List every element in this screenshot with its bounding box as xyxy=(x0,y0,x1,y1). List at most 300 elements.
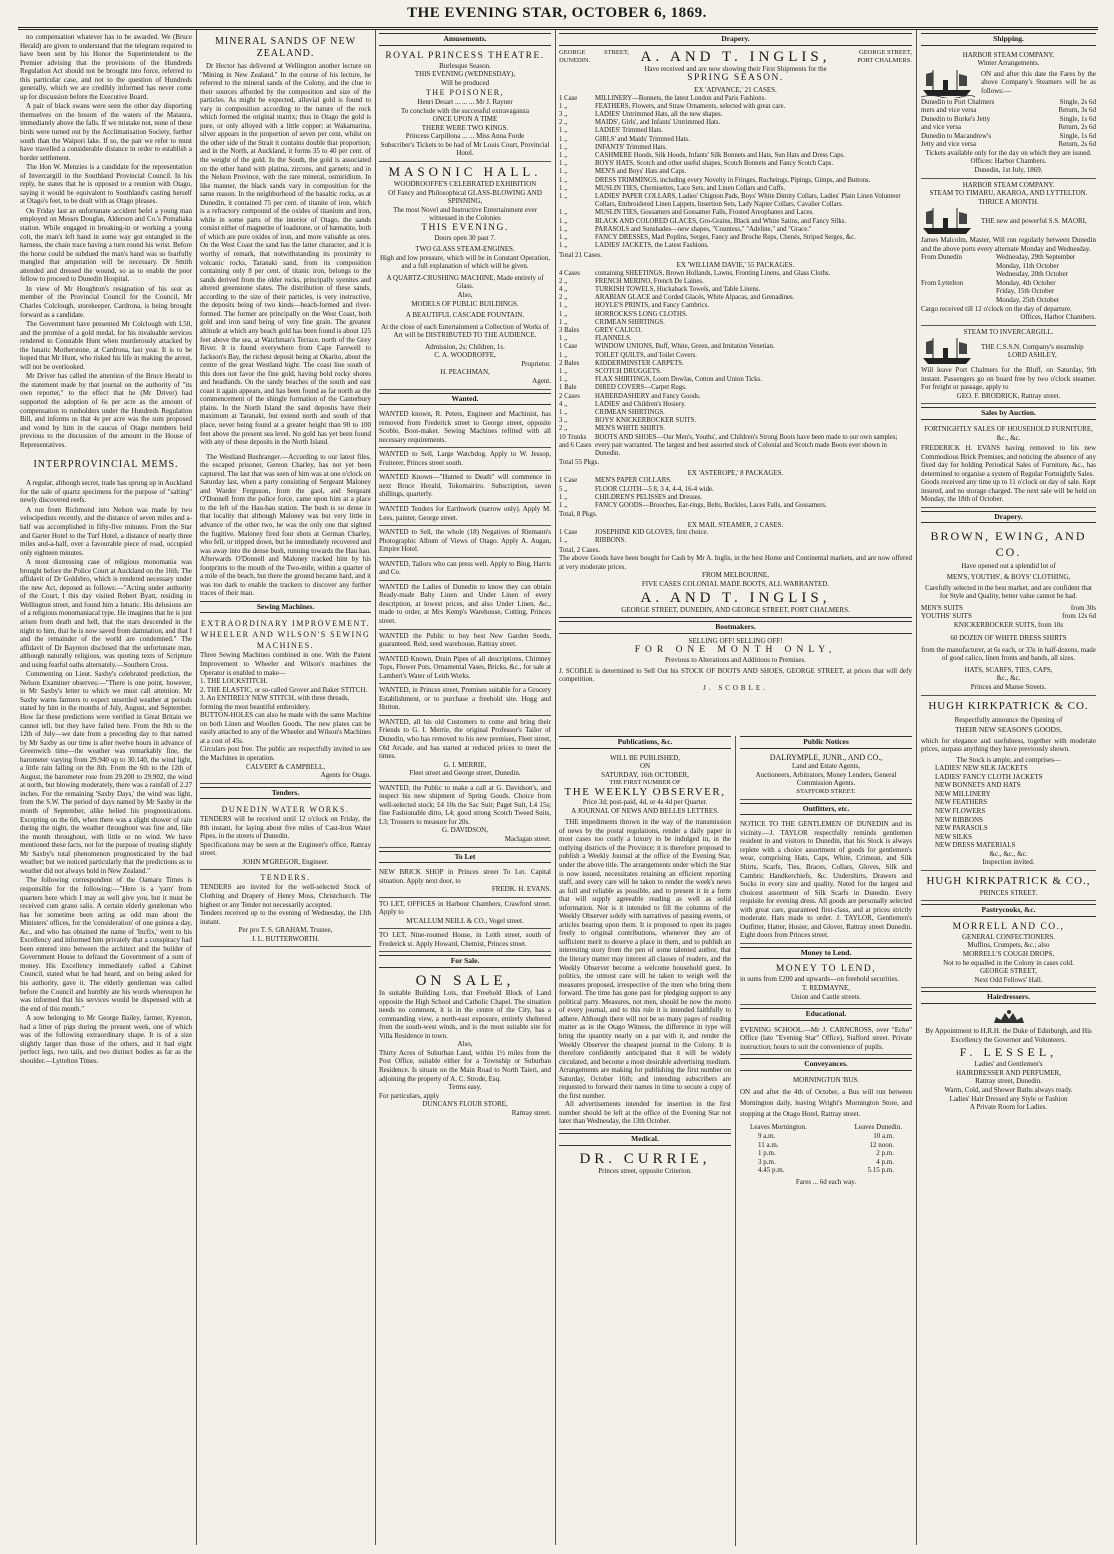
article-title: INTERPROVINCIAL MEMS. xyxy=(33,459,179,471)
ad-royal-princess-theatre xyxy=(379,49,551,162)
article-paragraph: The Hon W. Menzies is a candidate for the representation of Invercargill in the Southland Provincial Council. In his reply, he states that he is opposed to a reunion with Otago, saying it would be equivalent to Southland's casting herself at Otago's feet, to be dealt with as Otago pleases. xyxy=(20,163,192,206)
shipment-item xyxy=(559,111,912,119)
item-quantity: 2 Bales xyxy=(559,359,580,367)
ad-money-to-lend xyxy=(740,962,912,1005)
ad-text: &c., &c., &c. xyxy=(989,849,1028,858)
drapery-address: GEORGE STREET, PORT CHALMERS. xyxy=(857,48,912,64)
shipment-total: Total 21 Cases. xyxy=(559,250,602,259)
ad-heading: DALRYMPLE, JUNR., AND CO., xyxy=(769,752,883,762)
fare-price: Return, 2s 6d xyxy=(1058,123,1096,132)
article-paragraph: A pair of black swans were seen the other day disporting themselves on the bosom of the waters of the Mataura, immediately above the falls. If we mistake not, none of these birds were turned out by the Acclimatisation Society, further south than the Waipori lake. If so, the pair we refer to must have travelled a considerable distance in order to establish a border settlement. xyxy=(20,102,192,162)
section-header: Bootmakers. xyxy=(559,621,912,634)
ad-text: WANTED Tenders for Earthwork (narrow only). Apply M. Lees, painter, George street. xyxy=(379,504,551,522)
sailing-date: Wednesday, 29th September xyxy=(996,253,1076,262)
ad-signature: T. REDMAYNE, xyxy=(801,984,851,993)
sailing-date: Monday, 25th October xyxy=(996,296,1060,305)
shipment-item xyxy=(559,119,912,127)
ad-text: Winter Arrangements. xyxy=(977,59,1040,68)
fare-route: Dunedin to Burke's Jetty xyxy=(921,114,991,123)
item-quantity: 1 ,, xyxy=(559,351,568,359)
shipment-item xyxy=(559,494,912,502)
ad-text: Burlesque Season. xyxy=(439,61,491,70)
ad-signature: G. I. MERRIE, xyxy=(443,760,487,769)
ad-medical xyxy=(559,1149,731,1179)
ad-text: High and low pressure, which will be in Constant Operation, and a full explanation of which will be given. xyxy=(379,253,551,271)
ad-text: THE FIRST NUMBER OF xyxy=(609,779,681,787)
item-quantity: 1 ,, xyxy=(559,102,568,110)
price-item: MEN'S SUITS xyxy=(921,603,963,612)
ad-harbor-steam-winter xyxy=(921,49,1096,179)
ad-signature: J. L. BUTTERWORTH. xyxy=(251,934,320,943)
shipment-item xyxy=(559,209,912,217)
item-quantity: 3 ,, xyxy=(559,417,568,425)
ad-text: ONCE UPON A TIME xyxy=(432,115,498,124)
ad-heading: EXTRAORDINARY IMPROVEMENT. WHEELER AND WILSON'S SEWING MACHINES. xyxy=(200,619,371,651)
ad-wanted xyxy=(379,684,551,716)
article-paragraph: The Westland Bushranger.—According to our latest files, the escaped prisoner, Gereon Charley, has not yet been captured. The last that was seen of him was at one o'clock on Saturday last, when a party consisting of Sergeant Maloney and Warder Ferguson, from the gaol, and Sergeant O'Donnell from the police force, came upon him at a place to the left of the Hau-hau station. The bush is so dense in that locality that although Maloney was but very little in advance of the other two, he was the only one that sighted the fugitive. Maloney fired four shots at German Charley, who fell, or tripped down, but he immediately recovered and was away into the dense bush, running towards the Hau hau. Afterwards O'Donnell and Maloney tracked him by his footprints to the mouth of the Two-mile, within a quarter of a mile of the beach, but there the ground became hard, and it was too dark to enable the trackers to discover any further traces of their man. xyxy=(200,452,371,598)
item-description: containing SHEETINGS, Brown Hollands, Lawns, Fronting Linens, and Glass Cloths. xyxy=(595,269,831,277)
fare-route: Dunedin to Macandrew's xyxy=(921,131,992,140)
ad-text: LORD ASHLEY, xyxy=(1007,351,1057,360)
item-quantity: 1 ,, xyxy=(559,152,568,160)
ad-text: Princes street, opposite Criterion. xyxy=(598,1166,692,1175)
ad-water-works xyxy=(200,802,371,870)
drapery-address: GEORGE STREET, DUNEDIN, AND GEORGE STREET, PORT CHALMERS. xyxy=(559,606,912,618)
ad-text: Have opened out a splendid lot of xyxy=(961,562,1056,571)
item-description: FANCY DRESSES, Marl Poplins, Serges, Fancy and Broche Reps, Chenés, Striped Serges, &c. xyxy=(595,234,856,242)
fare-row xyxy=(921,98,1096,107)
ad-heading: THE WEEKLY OBSERVER, xyxy=(564,786,726,799)
ad-text: WANTED, in Princes street, Premises suitable for a Grocery Establishment, or to purchase a freehold site. Hogg and Hutton. xyxy=(379,686,551,712)
item-quantity: 1 ,, xyxy=(559,168,568,176)
ad-text: &c., &c. xyxy=(996,674,1021,683)
ad-text: Henri Desart ... ... ... Mr J. Rayner xyxy=(417,98,513,107)
ad-text: Also, xyxy=(457,291,473,300)
ad-hugh-kirkpatrick xyxy=(921,696,1096,871)
timetable-row xyxy=(740,1158,912,1167)
boots-ad-line: FOR ONE MONTH ONLY, xyxy=(634,645,837,656)
article-paragraph: A sow belonging to Mr George Bailey, farmer, Kyeston, had a litter of pigs during the present week, one of which was of the following extraordinary shape. It is of a size slightly larger than those of the others, and it had eight perfect legs, two tails, and two distinct bodies as far as the shoulder.—Lyttelton Times. xyxy=(20,1014,192,1065)
ship-row xyxy=(921,68,1096,98)
boots-ad-line: Previous to Alterations and Additions to Premises. xyxy=(665,656,806,665)
ad-text: MEN'S, YOUTHS', & BOYS' CLOTHING, xyxy=(946,572,1071,581)
shipment-title: EX 'ADVANCE,' 21 CASES. xyxy=(694,86,777,95)
sailing-port: From Dunedin xyxy=(921,253,963,262)
ad-signature: M'CALLUM NEILL & CO., Vogel street. xyxy=(406,916,524,925)
ad-heading: HARBOR STEAM COMPANY. xyxy=(962,180,1055,189)
item-quantity: 3 Bales xyxy=(559,327,580,335)
shipment-item xyxy=(559,343,912,351)
item-description: BLACK AND COLORED GLACES, Gro-Grains, Black and White Satins, and Fancy Silks. xyxy=(595,217,847,225)
shipment-item xyxy=(559,417,912,425)
ad-to-let xyxy=(379,866,551,898)
timetable-cell: 4 p.m. xyxy=(876,1157,894,1166)
ad-text: THIS EVENING. xyxy=(421,222,509,233)
ad-text: WANTED, Tailors who can press well. Apply to Bing, Harris and Co. xyxy=(379,559,551,577)
ad-signature: Rattray street. xyxy=(511,1108,551,1117)
ad-heading: BROWN, EWING, AND CO. xyxy=(930,529,1087,560)
ad-heading: HARBOR STEAM COMPANY. xyxy=(962,50,1055,59)
item-quantity: 1 ,, xyxy=(559,184,568,192)
timetable-cell: 1 p.m. xyxy=(758,1149,776,1158)
masthead-rule-2 xyxy=(18,29,1098,30)
shipment-item xyxy=(559,168,912,176)
ad-text: THE POISONER, xyxy=(425,88,505,98)
fare-route: and vice versa xyxy=(921,123,962,132)
section-header: To Let xyxy=(379,851,551,864)
item-quantity: 2 ,, xyxy=(559,277,568,285)
ad-text: To conclude with the successful extravaganza xyxy=(401,106,529,115)
steamship-icon xyxy=(921,336,975,366)
ad-text: Dunedin, 1st July, 1869. xyxy=(974,166,1043,175)
item-quantity: 1 ,, xyxy=(559,234,568,242)
ad-text: Doors open 30 past 7. xyxy=(434,233,496,242)
sailing-date: Monday, 11th October xyxy=(996,261,1059,270)
ad-text: Not to be equalled in the Colony in cases cold. xyxy=(943,958,1074,967)
ad-wanted xyxy=(379,581,551,630)
column-divider xyxy=(555,30,556,1545)
item-quantity: 2 ,, xyxy=(559,119,568,127)
section-header: Tenders. xyxy=(200,787,371,800)
ad-text: Next Odd Fellows' Hall. xyxy=(974,975,1043,984)
shipment-list xyxy=(559,270,912,459)
fare-route: Dunedin to Port Chalmers xyxy=(921,97,995,106)
shipment-item xyxy=(559,409,912,417)
ad-tenders xyxy=(200,870,371,947)
goods-list-item: NEW PARASOLS xyxy=(935,824,988,833)
shipment-list xyxy=(559,477,912,510)
item-description: FRENCH MERINO, French De Laines. xyxy=(595,277,704,285)
ad-wanted xyxy=(379,716,551,782)
item-quantity: 1 ,, xyxy=(559,310,568,318)
ad-heading: HUGH KIRKPATRICK & CO. xyxy=(928,699,1089,712)
item-quantity: 1 ,, xyxy=(559,127,568,135)
shipment-item xyxy=(559,177,912,185)
ad-dalrymple xyxy=(740,752,912,800)
ad-heading: ROYAL PRINCESS THEATRE. xyxy=(385,50,545,61)
item-quantity: 1 ,, xyxy=(559,318,568,326)
ad-signature: Agent. xyxy=(532,376,551,385)
ship-row xyxy=(921,336,1096,366)
ad-signature: CALVERT & CAMPBELL, xyxy=(245,762,326,771)
ad-mornington-bus xyxy=(740,1074,912,1189)
ad-wanted xyxy=(379,503,551,526)
ad-signature: Maclagan street. xyxy=(504,835,551,844)
item-description: MILLINERY—Bonnets, the latest London and Paris Fashions. xyxy=(595,94,767,102)
ad-text: WANTED the Ladies of Dunedin to know they can obtain Ready-made Baby Linen and Under Linen of every description, at lowest prices, and also Under Linen, &c., made to order, at Mrs Kemp's Warehouse, Cutting, Princes street. xyxy=(379,582,551,625)
item-quantity: 1 ,, xyxy=(559,217,568,225)
item-quantity: 1 Bale xyxy=(559,384,577,392)
item-quantity: 1 ,, xyxy=(559,537,568,545)
item-description: SCOTCH DRUGGETS. xyxy=(595,368,662,376)
ad-text: 2. THE ELASTIC, or so-called Grover and Baker STITCH. xyxy=(200,685,368,694)
ad-text: Auctioneers, Arbitrators, Money Lenders, General Commission Agents. xyxy=(755,770,897,788)
fare-price: Single, 2s 6d xyxy=(1059,97,1096,106)
ad-text: Tenders received up to the evening of Wednesday, the 13th instant. xyxy=(200,909,371,926)
drapery-firm-name: A. AND T. INGLIS, xyxy=(640,48,831,65)
ad-morrell xyxy=(921,920,1096,988)
ad-signature: Fleet street and George street, Dunedin. xyxy=(409,769,521,778)
ad-text: Offices: Harbor Chambers. xyxy=(970,157,1047,166)
ad-text: THE new and powerful S.S. MAORI, xyxy=(981,216,1087,225)
ad-text: Will be produced xyxy=(440,78,490,87)
item-description: GREY CALICO. xyxy=(595,327,642,335)
ad-heading: ON SALE, xyxy=(415,973,515,990)
timetable-row xyxy=(740,1141,912,1150)
section-header: Public Notices xyxy=(740,736,912,749)
column-publications xyxy=(559,736,731,1546)
item-description: BOYS' KNICKERBOCKER SUITS. xyxy=(595,417,697,425)
ad-brown-ewing xyxy=(921,526,1096,695)
shipment-item xyxy=(559,226,912,234)
article-paragraph: Commenting on Lieut. Saxby's celebrated prediction, the Nelson Examiner observes:—"There is one point, however, in Mr Saxby's letter to which we must call attention. Mr Saxby warns farmers to expect unsettled weather at periods stated by him in the months of July, August, and September. How far these predictions were verified in Great Britain we cannot tell, but they have failed here. From the 8th to the 12th of July—we date from a preceding day to that named by Mr Saxby as our time is after twelve hours in advance of Greenwich time—the weather was remarkably fine, the barometer varying from 29.940 up to 30.140, the wind light, a little rain falling on the 8th. From the 6th to the 12th of August, the barometer rose from 29.200 to 29.902, the wind at north, but blowing moderately, there was a rainfall of 2.27 inches. For the remaining 'Saxby Days,' the wind was light, from the S.W. The period of days named by Mr Saxby in the month of September, alike belied his prognostications. Excepting on the 6th, when there was a slight shower of rain during the night, the weather throughout was fine and, like the month throughout, with little or no wind. We have mentioned these facts, not for the purpose of treating slightly Mr Saxby's total phenomenon prognosticated by the bad weather; but we noticed particularly that the predictions as to weather did not always hold in New Zealand." xyxy=(20,670,192,875)
shipment-item xyxy=(559,425,912,433)
fare-price: Return, 2s 6d xyxy=(1058,140,1096,149)
item-description: MEN'S WHITE SHIRTS. xyxy=(595,425,665,433)
article-paragraph: Dr Hector has delivered at Wellington another lecture on "Mining in New Zealand." In the course of his lecture, he referred to the mineral sands of the Colony, and the clue to their sources afforded by the composition and size of the particles. As might be expected, alluvial gold is found to vary in composition according to the nature of the rock which formed the original matrix; thus in Otago the gold is pure, or only alloyed with a little copper; at Wakamarina, silver appears in the proportion of seven per cent, whilst on the other side of the Strait it contains double that proportion; and in the North, at Auckland, it forms 35 to 40 per cent. of the weight of the gold. In the South, the gold is associated on the other hand with platina, zircons, and garnets; and in the Nelson Province, with the rare mineral, osmiridium. In like manner, the black sands vary in composition for the same reason. In the neighborhood of the basaltic rocks, as at Dunedin, it contained 75 per cent. of titanite of iron, which is a refractory compound of the oxides of titanium and iron, while in some parts of the interior of Otago, the sands consist either of magnetite of loadstone, or of hæmatite, both of which are pure oxides of iron, and more valuable as ores. On the West Coast the sand has the latter character, and it is worthy of remark, that notwithstanding its proximity to volcanic rocks, Taranaki sand, from its composition containing only 8 per cent. of titanic iron, belongs to the sands derived from the older rocks, principally syenites and altered greenstone slates. The distribution of these sands, according to the size of their particles, is very instructive, the deposits being of two kinds—beach-formed and river-formed. The former are principally on the West Coast, both gold and iron sand being of very fine grain. The greatest altitude at which any beach gold has been found is about 125 feet above the sea, at Watchman's Terrace, north of the Grey River. It is found everywhere from Cape Farewell to Jackson's Bay, the richest deposit being at Okarito, about the centre of the great Westland bight. The coast line south of this does not favor the fine gold, having bold rocky shores and headlands. On the sandy beaches of the south and east coast it again appears, and has been found as far north as the commencement of the shingle formation of the Canterbury plains. In the North Island the sand deposits have their maximum at Taranaki, but extend north and south of that place, never being found at a greater height than 90 to 100 feet above the present sea level. No gold has yet been found with any of these deposits in the North Island. xyxy=(200,62,371,447)
fare-price: Single, 1s 6d xyxy=(1059,114,1096,123)
ad-text: Warm, Cold, and Shower Baths always ready. xyxy=(944,1086,1073,1095)
ad-text: which for elegance and usefulness, together with moderate prices, surpass anything they have previously shown. xyxy=(921,736,1096,754)
item-description: MAIDS', Girls', and Infants' Untrimmed Hats. xyxy=(595,119,721,127)
shipment-item xyxy=(559,103,912,111)
column-drapery xyxy=(559,33,912,733)
ad-text: Inspection invited. xyxy=(982,858,1035,867)
ad-text: Thirty Acres of Suburban Land, within 1½ miles from the Post Office, suitable either for a Township or Suburban Residence. Is situate on the Main Road to North Taieri, and adjoining the property of A. C. Strode, Esq. xyxy=(379,1048,551,1083)
column-divider xyxy=(196,30,197,1545)
item-description: BOOTS AND SHOES—Our Men's, Youths', and Children's Strong Boots have been made to our own samples; every pair warranted. The largest and best assorted stock of Colonial and Scotch made Boots ever shown in Dunedin. xyxy=(595,433,898,458)
ad-text: KNICKERBOCKER SUITS, from 10s xyxy=(953,620,1064,629)
ad-wanted xyxy=(379,558,551,581)
section-header: Pastrycooks, &c. xyxy=(921,904,1096,917)
item-quantity: 1 ,, xyxy=(559,193,568,201)
section-header: Sewing Machines. xyxy=(200,601,371,614)
sailing-dates-lyttelton xyxy=(921,279,1096,305)
ad-text: A Private Room for Ladies. xyxy=(969,1103,1048,1112)
drapery-firm-name: A. AND T. INGLIS, xyxy=(640,590,831,607)
item-quantity: 1 ,, xyxy=(559,302,568,310)
ad-text: Muffins, Crumpets, &c.; also xyxy=(967,941,1050,950)
item-description: JOSEPHINE KID GLOVES, first choice. xyxy=(595,529,709,537)
ad-text: Admission, 2s; Children, 1s. xyxy=(425,342,505,351)
ad-text: Also, xyxy=(457,1040,473,1049)
shipment-item xyxy=(559,234,912,242)
item-quantity: 1 Case xyxy=(559,343,578,351)
article-paragraph: A regular, although secret, trade has sprung up in Auckland for the sale of quartz specimens for the purpose of "salting" newly discovered reefs. xyxy=(20,479,192,505)
ad-wanted xyxy=(379,630,551,653)
masthead: THE EVENING STAR, OCTOBER 6, 1869. xyxy=(407,5,707,21)
ad-wanted xyxy=(379,471,551,503)
ad-text: 1. THE LOCKSTITCH. xyxy=(200,677,268,686)
ad-text: Tickets available only for the day on which they are issued. xyxy=(925,148,1092,157)
ad-text: THE C.S.S.N. Company's steamship xyxy=(981,342,1084,351)
timetable-cell: 2 p.m. xyxy=(876,1149,894,1158)
shipment-item xyxy=(559,434,912,459)
shipment-total: Total, 8 Pkgs. xyxy=(559,510,598,519)
item-description: LADIES' and Children's Hosiery. xyxy=(595,400,686,408)
drapery-text: FROM MELBOURNE, xyxy=(702,571,769,580)
shipment-item xyxy=(559,384,912,392)
timetable-cell: 4.45 p.m. xyxy=(758,1166,785,1175)
item-quantity: 1 ,, xyxy=(559,225,568,233)
drapery-text: FIVE CASES COLONIAL MADE BOOTS, ALL WARRANTED. xyxy=(641,579,830,588)
ad-text: A JOURNAL OF NEWS AND BELLES LETTRES. xyxy=(571,806,719,815)
shipment-item xyxy=(559,95,912,103)
column-classifieds xyxy=(379,33,551,1548)
shipment-item xyxy=(559,311,912,319)
boots-ad-signature: J. SCOBLE. xyxy=(703,683,768,692)
shipment-item xyxy=(559,286,912,294)
item-description: INFANTS' Trimmed Hats. xyxy=(595,143,667,151)
ad-text: Princess Carpillona ... ... Miss Anna Forde xyxy=(405,132,525,141)
item-quantity: 1 ,, xyxy=(559,376,568,384)
ad-text: MODELS OF PUBLIC BUILDINGS. xyxy=(411,299,519,308)
item-description: LADIES' JACKETS, the Latest Fashions. xyxy=(595,242,709,250)
item-description: LADIES' Trimmed Hats. xyxy=(595,127,663,135)
article-paragraph: A most distressing case of religious monomania was brought before the Police Court at Auckland on the 16th. The affidavit of Dr Goldsbro, which is rendered necessary under the new Act, deposed as follows:—"Acting under authority of the Court, I this day visited Robert Byatt, residing in Wellington street, and found him a lunatic. His delusions are of a religious monomaniacal type. He imagines that he is just arisen from death and hell, that the stars descended in the night to him, that he is now saved from damnation, and that I and the remainder of the world are condemned." The affidavit of Dr Baynton disclosed that the unfortunate man, although naturally religious, was quoting texts of Scripture and using fearful oaths alternately.—Southern Cross. xyxy=(20,558,192,669)
item-description: MEN'S and Boys' Hats and Caps. xyxy=(595,168,687,176)
shipment-total: Total, 2 Cases. xyxy=(559,545,601,554)
ad-signature: Agents for Otago. xyxy=(320,771,371,780)
ad-heading: F. LESSEL, xyxy=(959,1045,1058,1060)
ad-heading: TENDERS. xyxy=(260,873,311,883)
fare-route: Jetty and vice versa xyxy=(921,140,977,149)
drapery-address: GEORGE STREET, DUNEDIN. xyxy=(559,48,629,64)
sailing-dates-dunedin xyxy=(921,253,1096,279)
sailing-port: From Lyttelton xyxy=(921,278,964,287)
shipment-item xyxy=(559,537,912,545)
timetable-col-header: Leaves Mornington. xyxy=(750,1123,807,1132)
shipment-item xyxy=(559,376,912,384)
ad-signature: GEO. F. BRODRICK, Rattray street. xyxy=(956,391,1061,400)
ad-invercargill xyxy=(921,326,1096,405)
column-shipping xyxy=(921,33,1096,1548)
shipment-title: EX 'ASTEROPE,' 8 PACKAGES. xyxy=(687,468,784,477)
boots-ad-line: SELLING OFF! SELLING OFF! xyxy=(688,636,783,645)
ad-text: TENDERS will be received until 12 o'clock on Friday, the 8th instant, for laying about five miles of Cast-Iron Water Pipes, in the streets of Dunedin. xyxy=(200,815,371,841)
column-divider xyxy=(916,30,917,1545)
item-quantity: 1 Case xyxy=(559,529,578,537)
item-quantity: 1 Case xyxy=(559,477,578,485)
ad-text: THEIR NEW SEASON'S GOODS, xyxy=(954,725,1063,735)
section-header: Drapery. xyxy=(921,511,1096,524)
fare-row xyxy=(921,140,1096,149)
ad-text: Three Sewing Machines combined in one. With the Patent Improvement to Wheeler and Wilson's machines the Operator is enabled to make— xyxy=(200,651,371,677)
ad-text: Circulars post free. The public are respectfully invited to see the Machines in operation. xyxy=(200,745,371,763)
item-quantity: 1 ,, xyxy=(559,242,568,250)
ad-text: Princes and Manse Streets. xyxy=(970,682,1047,691)
section-header: Publications, &c. xyxy=(559,736,731,749)
section-header: Money to Lend. xyxy=(740,947,912,960)
ad-text: STAFFORD STREET. xyxy=(796,787,856,795)
section-header: Medical. xyxy=(559,1133,731,1146)
drapery-header xyxy=(559,49,912,65)
ad-text: Terms easy. xyxy=(448,1083,482,1092)
ad-text: NOTICE TO THE GENTLEMEN OF DUNEDIN and its vicinity.—J. TAYLOR respectfully reminds gentlemen resident in and visitors to Dunedin, that his Stock is always replete with a choice assortment of goods for gentlemen's wear, comprising Hats, Caps, White, Crimean, and Silk Shirts, Scarfs, Ties, Braces, Collars, Gloves, Silk and Cambric Handkerchiefs, &c. Undershirts, Drawers and Socks in every size and quality. Noted for the largest and choicest assortment of Silk Scarfs in Dunedin. Every requisite for evening dress. All goods are personally selected with great care, guaranteed first-class, and at prices strictly moderate. Hats made to order. J. TAYLOR, Gentlemen's Outfitter, Hatter, Hosier, and Glover, Rattray street Dunedin. Eight doors from Princes street. xyxy=(740,820,912,940)
ad-signature: Proprietor. xyxy=(521,359,551,368)
ad-text: THRICE A MONTH. xyxy=(978,197,1039,206)
ad-wanted xyxy=(379,526,551,558)
ad-text: WOODROOFFE'S CELEBRATED EXHIBITION xyxy=(393,180,537,189)
timetable-row xyxy=(740,1132,912,1141)
ad-wanted xyxy=(379,408,551,448)
shipment-item xyxy=(559,193,912,209)
ad-heading: STEAM TO INVERCARGILL. xyxy=(963,327,1054,336)
column-news-1 xyxy=(20,33,192,1548)
item-quantity: 10 Trunks and 6 Cases xyxy=(559,433,592,449)
ad-text: EVENING SCHOOL.—Mr J. CARNCROSS, over "Echo" Office (late "Evening Star" Office), Stafford street. Private instruction; hours to suit the convenience of pupils. xyxy=(740,1025,912,1051)
item-quantity: 2 ,, xyxy=(559,425,568,433)
price-row xyxy=(921,612,1096,621)
goods-list-item: LADIES' FANCY CLOTH JACKETS xyxy=(935,772,1043,781)
ad-text: GEORGE STREET, xyxy=(979,967,1038,976)
ad-evening-school xyxy=(740,1024,912,1056)
ad-harbor-steam-maori xyxy=(921,179,1096,326)
ad-text: ON and after this date the Fares by the above Company's Steamers will be as follows:— xyxy=(981,69,1096,95)
item-quantity: 2 ,, xyxy=(559,294,568,302)
ad-text: The most Novel and Instructive Entertainment ever witnessed in the Colonies xyxy=(393,205,537,223)
shipment-item xyxy=(559,529,912,537)
fare-row xyxy=(921,115,1096,124)
ad-weekly-observer xyxy=(559,752,731,1130)
item-description: DIRED COVERS—Carpet Rugs. xyxy=(595,384,687,392)
ad-text: TO LET, Nine-roomed House, in Leith street, south of Frederick st. Apply Howard, Chemist, Princes street. xyxy=(379,931,551,948)
column-divider xyxy=(375,30,376,1545)
item-quantity: 1 ,, xyxy=(559,335,568,343)
goods-list xyxy=(921,764,1096,849)
timetable-cell: 11 a.m. xyxy=(758,1140,779,1149)
shipment-item xyxy=(559,486,912,494)
shipment-item xyxy=(559,136,912,144)
goods-list-item: NEW MILLINERY xyxy=(935,789,991,798)
ad-text: THIS EVENING (WEDNESDAY), xyxy=(414,70,516,79)
item-description: ARABIAN GLACE and Corded Glacés, White Alpacas, and Grenadines. xyxy=(595,294,795,302)
item-quantity: 4 Cases xyxy=(559,269,580,277)
price-row xyxy=(921,604,1096,613)
sailing-date: Wednesday, 20th October xyxy=(996,270,1068,279)
item-description: KIDDERMINSTER CARPETS. xyxy=(595,359,684,367)
ad-text: TWO GLASS STEAM-ENGINES. xyxy=(415,245,515,254)
shipment-total: Total 55 Pkgs. xyxy=(559,458,600,467)
shipment-item xyxy=(559,502,912,510)
shipment-item xyxy=(559,477,912,485)
ad-text: Price 3d; post-paid, 4d, or 4s 4d per Quarter. xyxy=(582,798,708,807)
boots-ad-line: J. SCOBLE is determined to Sell Out his STOCK OF BOOTS AND SHOES, GEORGE STREET, at prices that will defy competition. xyxy=(559,666,912,684)
ad-signature: DUNCAN'S FLOUR STORE, xyxy=(422,1100,508,1109)
ad-text: By Appointment to H.R.H. the Duke of Edinburgh, and His Excellency the Governor and Volunteers. xyxy=(925,1027,1092,1044)
goods-list-item: NEW DRESS MATERIALS xyxy=(935,841,1016,850)
article-paragraph: The following correspondent of the Oamaru Times is responsible for the following:—"Here is a 'yarn' from quarters here which I may as well give you, but it must be received cum grano salis. A certain elderly gentleman who has for sometime been acting as odd man about the Ministers' offices, for the 'consideration' of one guinea a day, &c., and who has obtained the name of 'Incfix,' went to his Excellency and informed him privately that a conspiracy had been entered into between the architect and the builder of Government House to defraud the Government of a sum of money. His Excellency immediately called a Cabinet Council, stated what he had heard, and on being asked for his authority, gave it. The elderly gentleman was called before the Council and humbly ate his words whereupon he was informed that his services would be dispensed with at the end of this month." xyxy=(20,876,192,1013)
sailing-date: Monday, 4th October xyxy=(996,278,1056,287)
ad-text: Offices, Harbor Chambers. xyxy=(1020,313,1096,322)
drapery-outro: The above Goods have been bought for Cash by Mr A. Inglis, in the best Home and Continental markets, and are now offered at very moderate prices. xyxy=(559,554,912,571)
drapery-intro: Have received and are now showing their First Shipments for the xyxy=(644,64,827,73)
ad-text: WANTED known, R. Peters, Engineer and Machinist, has removed from Frederick street to George street, opposite Scoble, Boot-maker. Sewing Machines refitted with all necessary requirements. xyxy=(379,410,551,444)
goods-list-item: NEW FLOWERS xyxy=(935,807,986,815)
article-paragraph: The Government have presented Mr Colclough with L50, and the promise of a gold medal, for his invaluable services rendered to Constable Hunt when murderously attacked by the lunatic Motherstone, at Cardrona, last year. It is to be hoped that Mr Hunt, who risked his life in making the arrest, will not be overlooked. xyxy=(20,320,192,371)
section-header: Outfitters, etc. xyxy=(740,803,912,816)
ad-text: Land and Estate Agents, xyxy=(791,762,861,771)
fare-row xyxy=(921,132,1096,141)
item-description: LADIES' PAPER COLLARS, Ladies' Chignon Pads, Boys' White Dimity Collars, Ladies' Plain Linen Volunteer Collars, Embroidered Linen Lappets, Insertion Sets, Lady Napier Collars, Cavalier Collars. xyxy=(595,193,901,209)
ad-text: SATURDAY, 16th OCTOBER, xyxy=(601,770,689,779)
item-description: PARASOLS and Sunshades—new shapes, "Countess," "Adeline," and "Grace." xyxy=(595,225,812,233)
ad-text: In suitable Building Lots, that Freehold Block of Land opposite the High School and Catholic Chapel. The situation needs no comment, it is in the centre of the City, has a commanding view, a north-east exposure, entirely sheltered from the south-west winds, and is the most suitable site for Villa Residence in town. xyxy=(379,989,551,1040)
ad-text: from the manufacturer, at 6s each, or 33s in half-dozens, made of good calico, linen fronts and bands, all sizes. xyxy=(921,645,1096,663)
shipment-item xyxy=(559,278,912,286)
section-header: Wanted. xyxy=(379,393,551,406)
shipment-item xyxy=(559,144,912,152)
